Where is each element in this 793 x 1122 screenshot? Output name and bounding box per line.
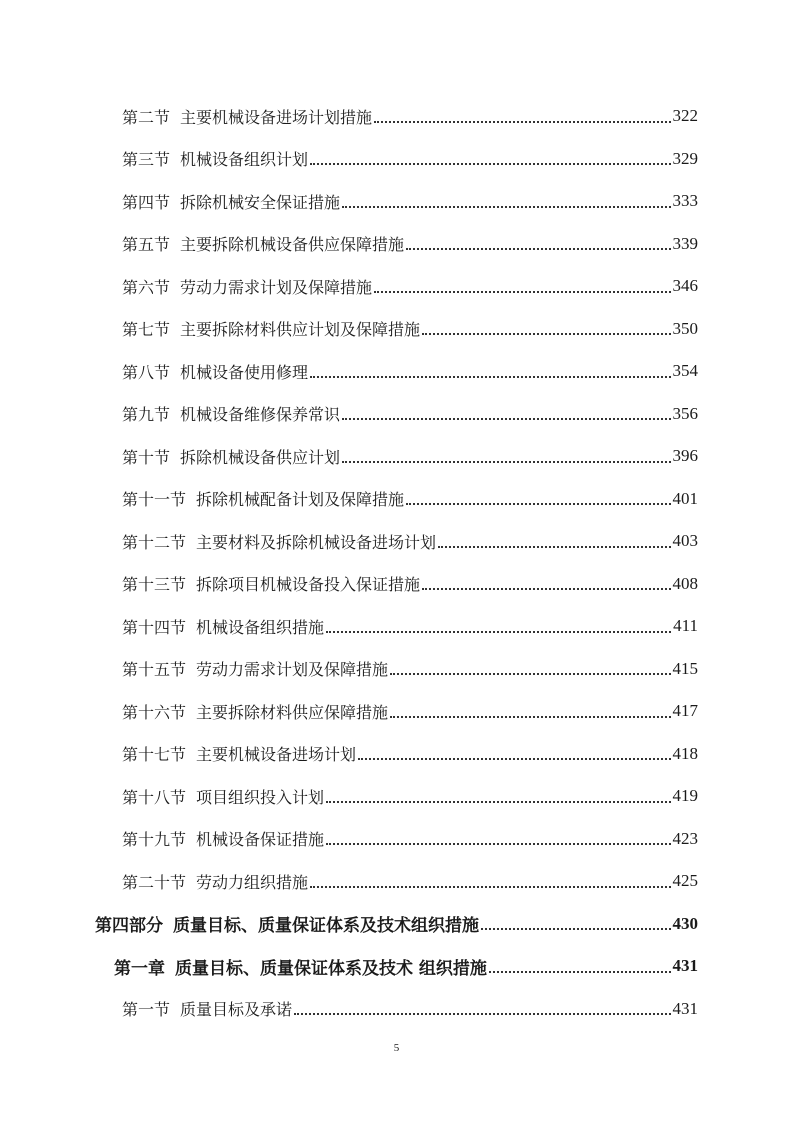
toc-entry-page: 431	[672, 998, 698, 1018]
dot-leader	[310, 885, 670, 888]
toc-entry-label	[122, 317, 420, 340]
toc-entry-number: 第一节	[122, 1000, 171, 1019]
toc-entry[interactable]	[122, 521, 698, 561]
toc-entry[interactable]	[122, 309, 698, 349]
toc-entry-number: 第十四节	[122, 617, 187, 637]
toc-entry-title: 拆除机械设备供应计划	[180, 447, 341, 467]
toc-entry-page: 425	[672, 871, 698, 890]
toc-entry-page: 396	[672, 446, 698, 465]
toc-entry-number: 第十八节	[122, 787, 187, 807]
toc-entry-title: 主要材料及拆除机械设备进场计划	[196, 532, 437, 552]
toc-entry-number: 第十一节	[122, 490, 187, 509]
toc-entry-page: 354	[672, 361, 698, 380]
toc-entry-page: 346	[672, 276, 698, 295]
dot-leader	[406, 247, 670, 250]
toc-entry-number: 第六节	[122, 277, 171, 297]
toc-entry-label	[122, 360, 308, 383]
toc-entry-number: 第十七节	[122, 745, 187, 764]
toc-entry-page: 418	[672, 743, 698, 763]
toc-entry[interactable]	[122, 776, 698, 816]
toc-entry[interactable]	[122, 734, 698, 774]
dot-leader	[294, 1012, 670, 1015]
dot-leader	[326, 630, 671, 633]
toc-entry-number: 第十节	[122, 447, 171, 467]
toc-entry-label	[122, 530, 436, 553]
toc-entry-number: 第一章	[114, 958, 165, 979]
toc-part-entry[interactable]	[95, 904, 698, 944]
dot-leader	[310, 162, 670, 165]
toc-entry-label	[122, 742, 356, 765]
toc-entry[interactable]	[122, 351, 698, 391]
toc-entry[interactable]	[122, 436, 698, 476]
toc-entry-title: 质量目标、质量保证体系及技术 组织措施	[175, 958, 487, 979]
toc-entry-title: 劳动力需求计划及保障措施	[196, 660, 389, 679]
toc-chapter-entry[interactable]	[114, 946, 698, 986]
dot-leader	[326, 800, 670, 803]
toc-entry-number: 第三节	[122, 150, 171, 169]
toc-entry[interactable]	[122, 989, 698, 1029]
toc-entry-number: 第七节	[122, 320, 171, 339]
toc-entry-number: 第十五节	[122, 660, 187, 679]
toc-entry-page: 419	[672, 786, 698, 805]
toc-entry-label	[122, 615, 324, 638]
toc-entry-page: 356	[672, 403, 698, 423]
dot-leader	[310, 375, 670, 378]
toc-entry-page: 401	[672, 488, 698, 508]
dot-leader	[342, 460, 670, 463]
toc-entry[interactable]	[122, 691, 698, 731]
dot-leader	[342, 205, 670, 208]
toc-entry[interactable]	[122, 224, 698, 264]
toc-entry[interactable]	[122, 181, 698, 221]
toc-entry-page: 350	[672, 318, 698, 338]
toc-entry-page: 408	[672, 573, 698, 593]
toc-entry-label	[122, 785, 324, 808]
toc-entry[interactable]	[122, 861, 698, 901]
dot-leader	[390, 715, 670, 718]
toc-entry-title: 劳动力组织措施	[196, 872, 309, 892]
toc-entry-number: 第四节	[122, 192, 171, 212]
toc-entry-page: 339	[672, 233, 698, 253]
toc-entry-label	[122, 657, 388, 680]
toc-entry-page: 415	[672, 658, 698, 678]
dot-leader	[406, 502, 670, 505]
dot-leader	[374, 120, 670, 123]
toc-entry-page: 417	[672, 701, 698, 720]
page-number: 5	[393, 1042, 400, 1054]
toc-entry-number: 第十六节	[122, 702, 187, 722]
toc-entry-label	[122, 700, 388, 723]
toc-entry-label	[122, 105, 372, 128]
dot-leader	[342, 417, 670, 420]
toc-entry-title: 主要拆除机械设备供应保障措施	[180, 235, 405, 254]
toc-entry-number: 第二十节	[122, 872, 187, 892]
toc-entry-page: 423	[672, 828, 698, 848]
toc-entry-page: 431	[672, 956, 698, 975]
toc-entry-title: 机械设备使用修理	[180, 362, 309, 382]
toc-entry-title: 拆除机械配备计划及保障措施	[196, 490, 405, 509]
toc-entry-number: 第四部分	[95, 916, 163, 936]
toc-entry-number: 第九节	[122, 405, 171, 424]
toc-entry-number: 第十九节	[122, 830, 187, 849]
dot-leader	[390, 672, 670, 675]
dot-leader	[326, 842, 670, 845]
toc-entry-page: 411	[673, 616, 698, 635]
toc-entry-title: 质量目标及承诺	[180, 1000, 293, 1019]
toc-entry-label	[122, 827, 324, 850]
toc-entry[interactable]	[122, 564, 698, 604]
toc-entry-label	[122, 190, 340, 213]
toc-entry[interactable]	[122, 139, 698, 179]
toc-entry-title: 机械设备组织措施	[196, 617, 325, 637]
dot-leader	[438, 545, 670, 548]
toc-entry[interactable]	[122, 394, 698, 434]
toc-entry-label	[122, 402, 340, 425]
dot-leader	[422, 332, 670, 335]
toc-entry-label	[114, 954, 487, 979]
toc-entry[interactable]	[122, 96, 698, 136]
toc-entry[interactable]	[122, 649, 698, 689]
toc-entry-label	[122, 870, 308, 893]
toc-entry[interactable]	[122, 479, 698, 519]
toc-entry-number: 第五节	[122, 235, 171, 254]
toc-entry-title: 机械设备维修保养常识	[180, 405, 341, 424]
toc-entry-title: 拆除项目机械设备投入保证措施	[196, 575, 421, 594]
toc-entry-label	[95, 911, 479, 936]
toc-entry-title: 劳动力需求计划及保障措施	[180, 277, 373, 297]
toc-entry-title: 项目组织投入计划	[196, 787, 325, 807]
dot-leader	[481, 927, 671, 930]
toc-entry-label	[122, 232, 404, 255]
toc-entry-title: 主要拆除材料供应保障措施	[196, 702, 389, 722]
dot-leader	[422, 587, 670, 590]
toc-entry-page: 333	[672, 191, 698, 210]
toc-entry[interactable]	[122, 819, 698, 859]
toc-entry-page: 322	[672, 106, 698, 125]
dot-leader	[489, 970, 671, 973]
toc-entry-number: 第八节	[122, 362, 171, 382]
toc-entry[interactable]	[122, 606, 698, 646]
toc-entry-label	[122, 275, 372, 298]
toc-entry-number: 第十三节	[122, 575, 187, 594]
toc-entry-number: 第十二节	[122, 532, 187, 552]
toc-entry-page: 430	[672, 913, 698, 933]
toc-entry-label	[122, 445, 340, 468]
toc-entry-label	[122, 487, 404, 510]
toc-entry-title: 拆除机械安全保证措施	[180, 192, 341, 212]
toc-entry-label	[122, 572, 420, 595]
toc-entry-label	[122, 997, 292, 1020]
toc-entry-title: 主要拆除材料供应计划及保障措施	[180, 320, 421, 339]
toc-entry-title: 质量目标、质量保证体系及技术组织措施	[173, 916, 479, 936]
dot-leader	[358, 757, 670, 760]
toc-entry[interactable]	[122, 266, 698, 306]
toc-entry-title: 机械设备组织计划	[180, 150, 309, 169]
toc-entry-title: 主要机械设备进场计划措施	[180, 107, 373, 127]
toc-entry-page: 403	[672, 531, 698, 550]
toc-entry-title: 机械设备保证措施	[196, 830, 325, 849]
toc-entry-title: 主要机械设备进场计划	[196, 745, 357, 764]
toc-entry-label	[122, 147, 308, 170]
dot-leader	[374, 290, 670, 293]
toc-entry-page: 329	[672, 148, 698, 168]
toc-entry-number: 第二节	[122, 107, 171, 127]
